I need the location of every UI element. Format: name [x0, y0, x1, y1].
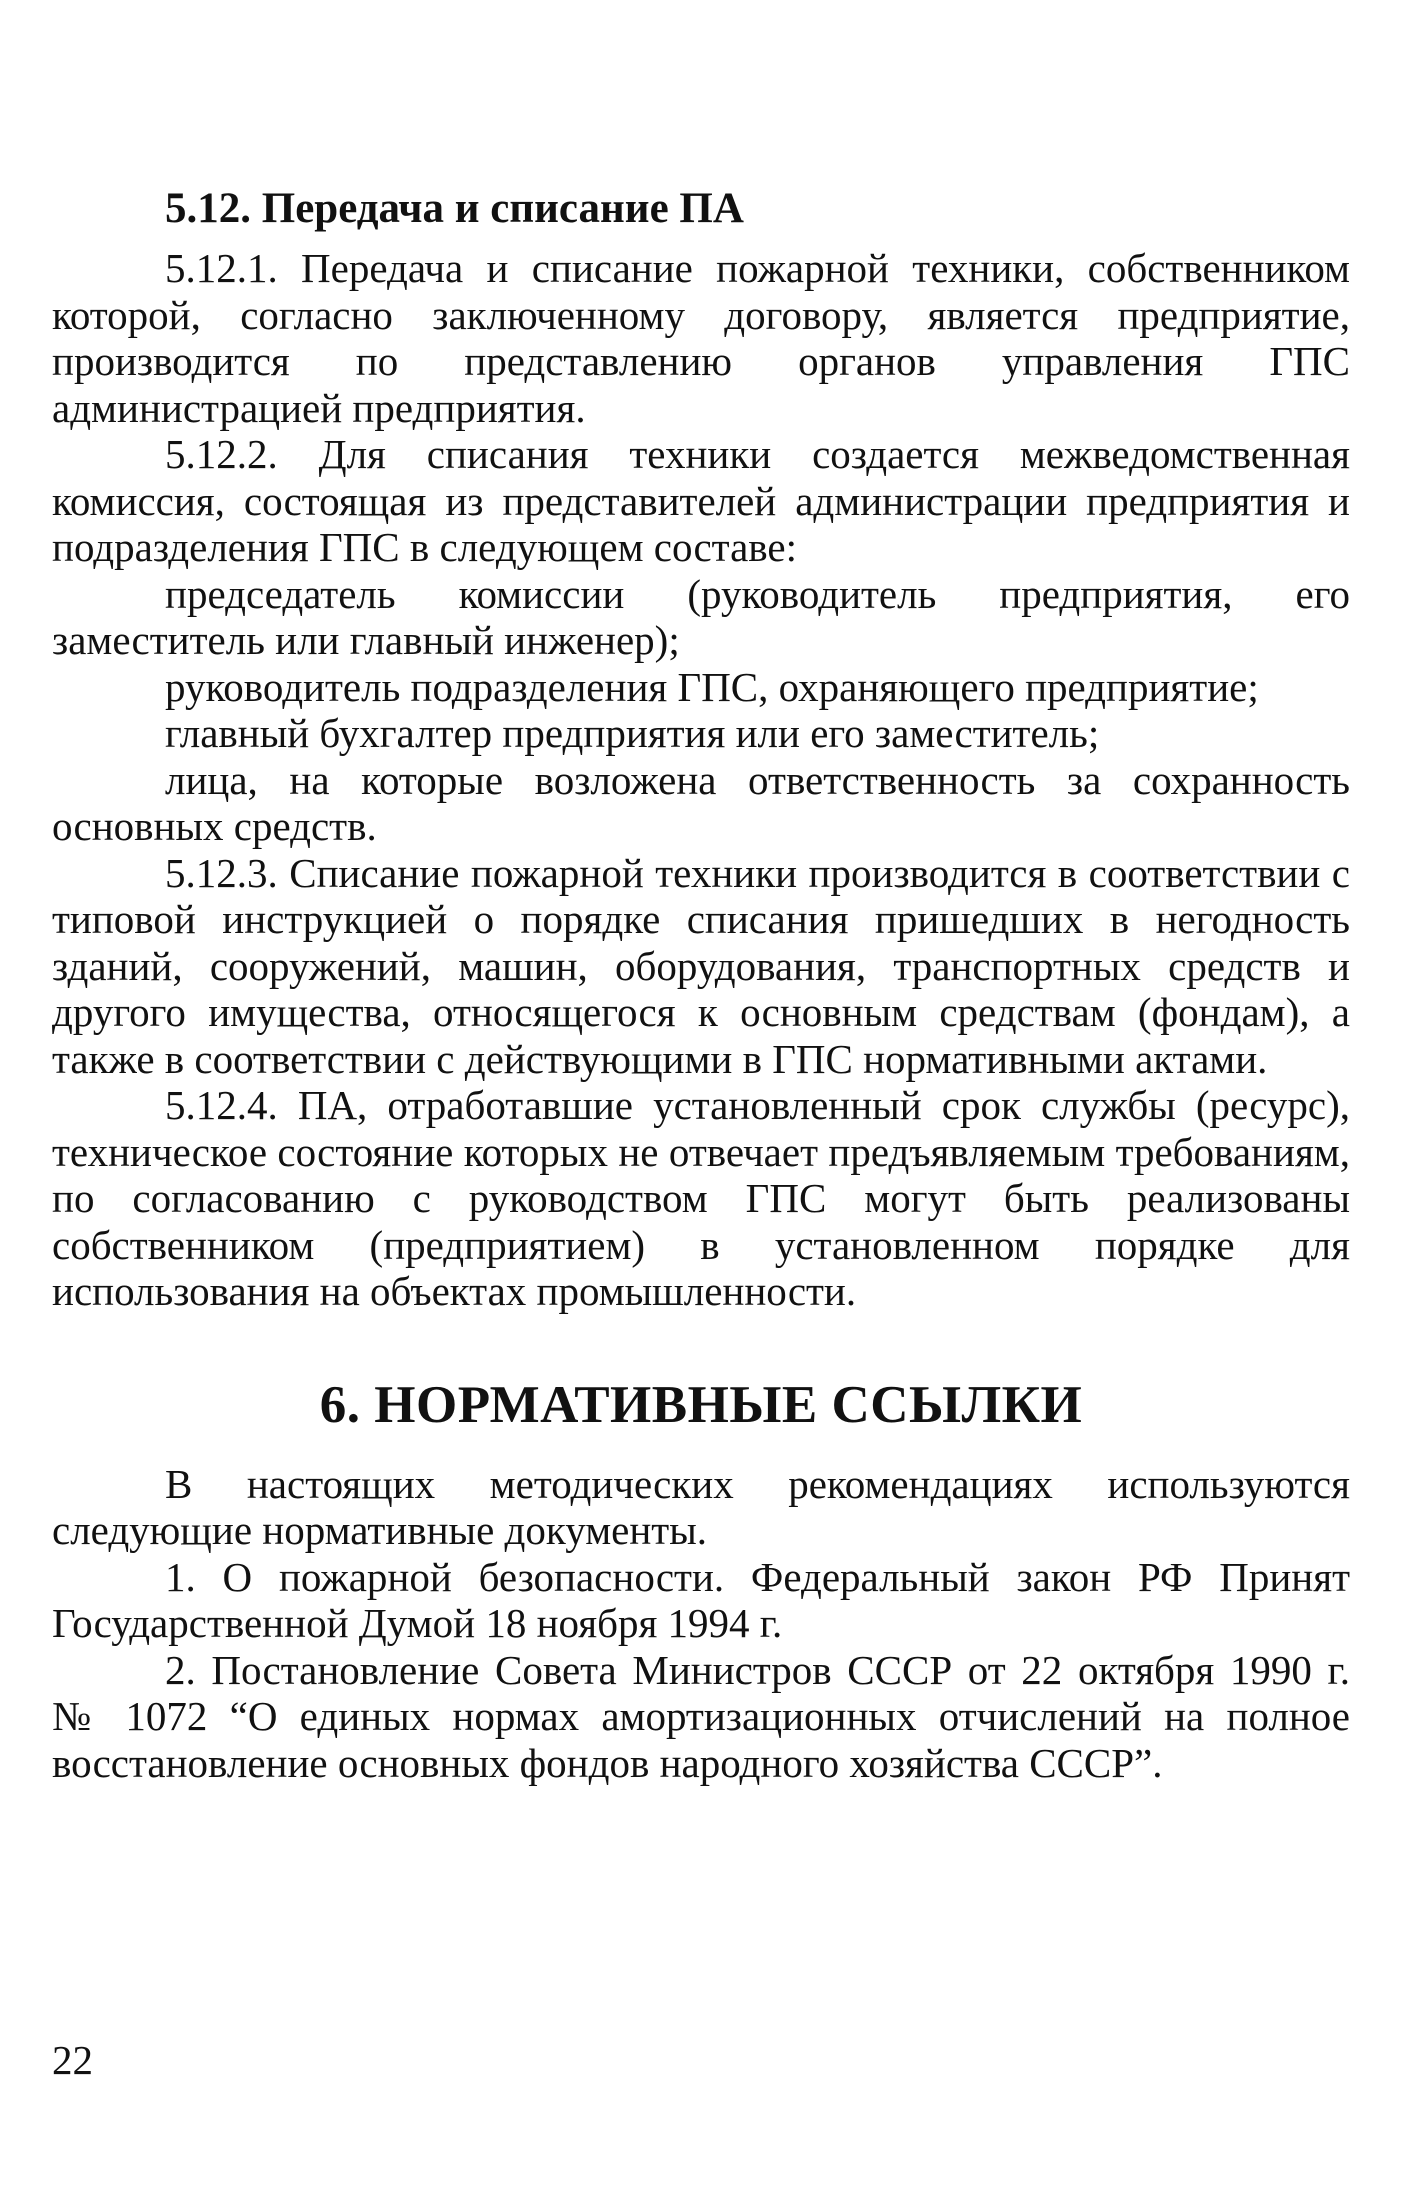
section-heading-5-12: 5.12. Передача и списание ПА: [165, 185, 744, 232]
list-item-responsible-persons: лица, на которые возложена ответственность за сохранность основных средств.: [52, 756, 1350, 849]
reference-item-2: 2. Постановление Совета Министров СССР от 22 октября 1990 г. № 1072 “О единых нормах амортизационных отчислений на полное восстановление основных фондов народного хозяйства СССР”.: [52, 1646, 1350, 1786]
list-item-chief-accountant: главный бухгалтер предприятия или его заместитель;: [165, 710, 1100, 756]
page-number: 22: [52, 2037, 93, 2083]
document-page: [52, 185, 1350, 1786]
paragraph-5-12-3: 5.12.3. Списание пожарной техники производится в соответствии с типовой инструкцией о порядке списания пришедших в негодность зданий, сооружений, машин, оборудования, транспортных средств и другого имущества, относящегося к основным средствам (фондам), а также в соответствии с действующими в ГПС нормативными актами.: [52, 849, 1350, 1082]
reference-item-1: 1. О пожарной безопасности. Федеральный закон РФ Принят Государственной Думой 18 ноября 1994 г.: [52, 1553, 1350, 1646]
paragraph-6-intro: В настоящих методических рекомендациях используются следующие нормативные документы.: [52, 1460, 1350, 1553]
paragraph-5-12-1: 5.12.1. Передача и списание пожарной техники, собственником которой, согласно заключенному договору, является предприятие, производится по представлению органов управления ГПС администрацией предприятия.: [52, 245, 1350, 431]
section-heading-6: 6. НОРМАТИВНЫЕ ССЫЛКИ: [319, 1375, 1083, 1434]
list-item-chairman: председатель комиссии (руководитель предприятия, его заместитель или главный инженер);: [52, 570, 1350, 663]
paragraph-5-12-2: 5.12.2. Для списания техники создается межведомственная комиссия, состоящая из представителей администрации предприятия и подразделения ГПС в следующем составе:: [52, 431, 1350, 570]
paragraph-5-12-4: 5.12.4. ПА, отработавшие установленный срок службы (ресурс), техническое состояние которых не отвечает предъявляемым требованиям, по согласованию с руководством ГПС могут быть реализованы собственником (предприятием) в установленном порядке для использования на объектах промышленности.: [52, 1082, 1350, 1314]
list-item-gps-head: руководитель подразделения ГПС, охраняющего предприятие;: [165, 663, 1259, 710]
